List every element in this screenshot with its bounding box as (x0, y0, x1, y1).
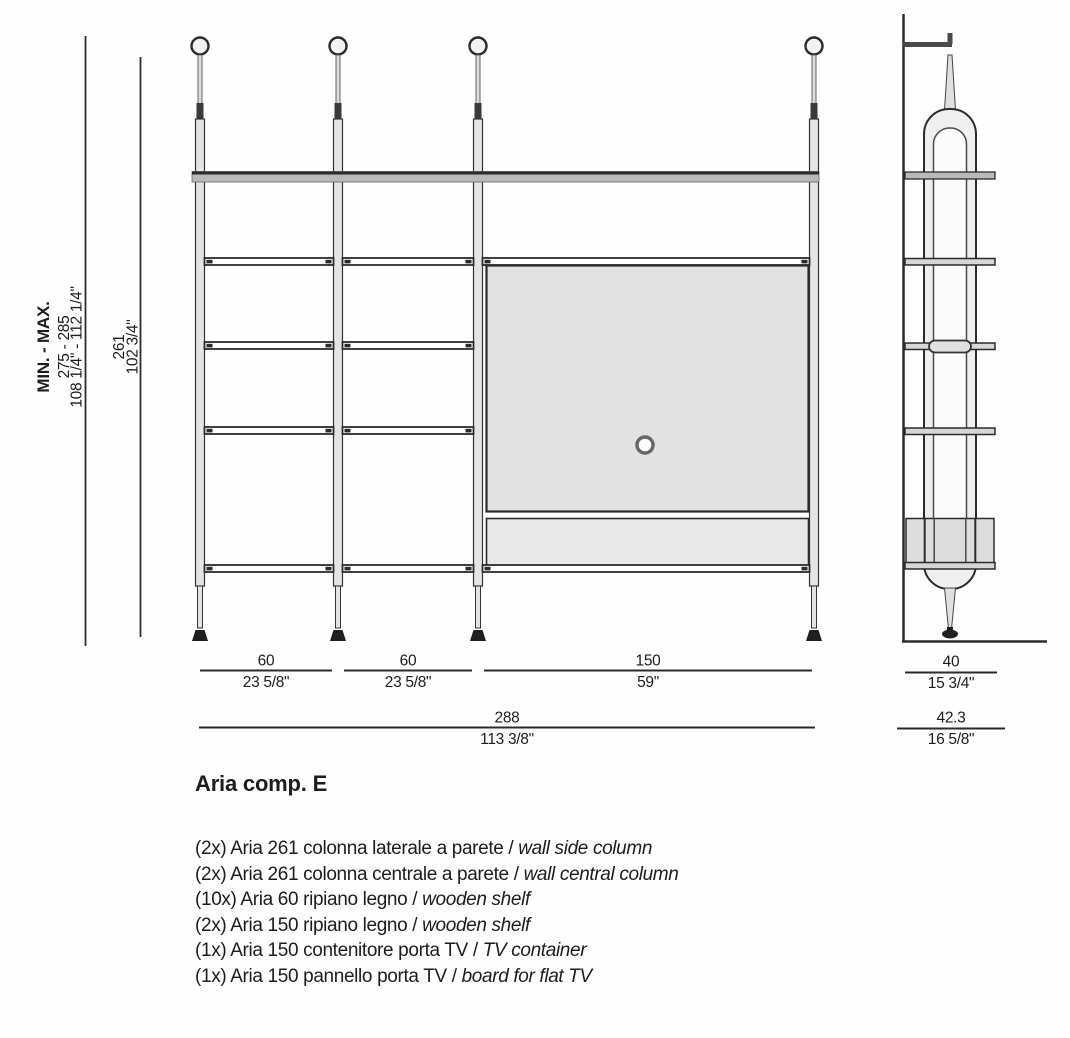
shelf-row-bottom (205, 565, 810, 572)
component-item: (1x) Aria 150 contenitore porta TV / TV container (195, 940, 587, 961)
bottom-spike (945, 588, 956, 629)
top-shelf (192, 172, 819, 183)
knob-icon (637, 437, 653, 453)
component-item: (2x) Aria 261 colonna centrale a parete / wall central column (195, 863, 679, 885)
composition-title: Aria comp. E (195, 771, 328, 796)
bay2-cm: 60 (399, 652, 417, 670)
depth-in: 15 3/4" (927, 675, 975, 692)
tv-container (487, 519, 809, 566)
tv-panel (487, 266, 809, 512)
top-wall-bracket (903, 42, 952, 47)
component-list (195, 836, 678, 989)
bay3-in: 59" (637, 674, 659, 691)
total-width-cm: 288 (494, 709, 520, 727)
column-height-cm: 261 (111, 334, 128, 360)
total-width-in: 113 3/8" (480, 731, 534, 748)
front-view (192, 37, 823, 641)
overall-depth-cm: 42.3 (936, 709, 966, 727)
min-max-in: 108 1/4" - 112 1/4" (68, 286, 86, 408)
mid-wall-bracket (929, 341, 971, 353)
shelf-row-2 (205, 258, 810, 265)
side-dimensions (897, 654, 1005, 749)
component-item: (1x) Aria 150 pannello porta TV / board for flat TV (195, 965, 592, 987)
wall-column-2 (330, 37, 347, 641)
min-max-cm: 275 - 285 (56, 315, 73, 379)
component-item: (2x) Aria 150 ripiano legno / wooden shelf (195, 914, 530, 936)
top-spike (945, 55, 956, 110)
tv-container-side (906, 519, 994, 566)
bay3-cm: 150 (635, 652, 661, 670)
wall-column-3 (470, 37, 487, 641)
side-view (902, 14, 1047, 642)
overall-depth-in: 16 5/8" (927, 731, 975, 748)
column-height-in: 102 3/4" (124, 319, 142, 375)
bay2-in: 23 5/8" (384, 674, 432, 691)
bay1-in: 23 5/8" (242, 674, 290, 691)
foot (942, 630, 958, 639)
wall-column-1 (192, 37, 209, 641)
bottom-dimensions (199, 653, 815, 749)
min-max-label: MIN. - MAX. (34, 301, 53, 393)
bay1-cm: 60 (257, 652, 275, 670)
component-item: (2x) Aria 261 colonna laterale a parete / wall side column (195, 838, 653, 859)
depth-cm: 40 (942, 653, 960, 671)
left-dimensions (34, 36, 142, 646)
component-item: (10x) Aria 60 ripiano legno / wooden shelf (195, 889, 530, 910)
